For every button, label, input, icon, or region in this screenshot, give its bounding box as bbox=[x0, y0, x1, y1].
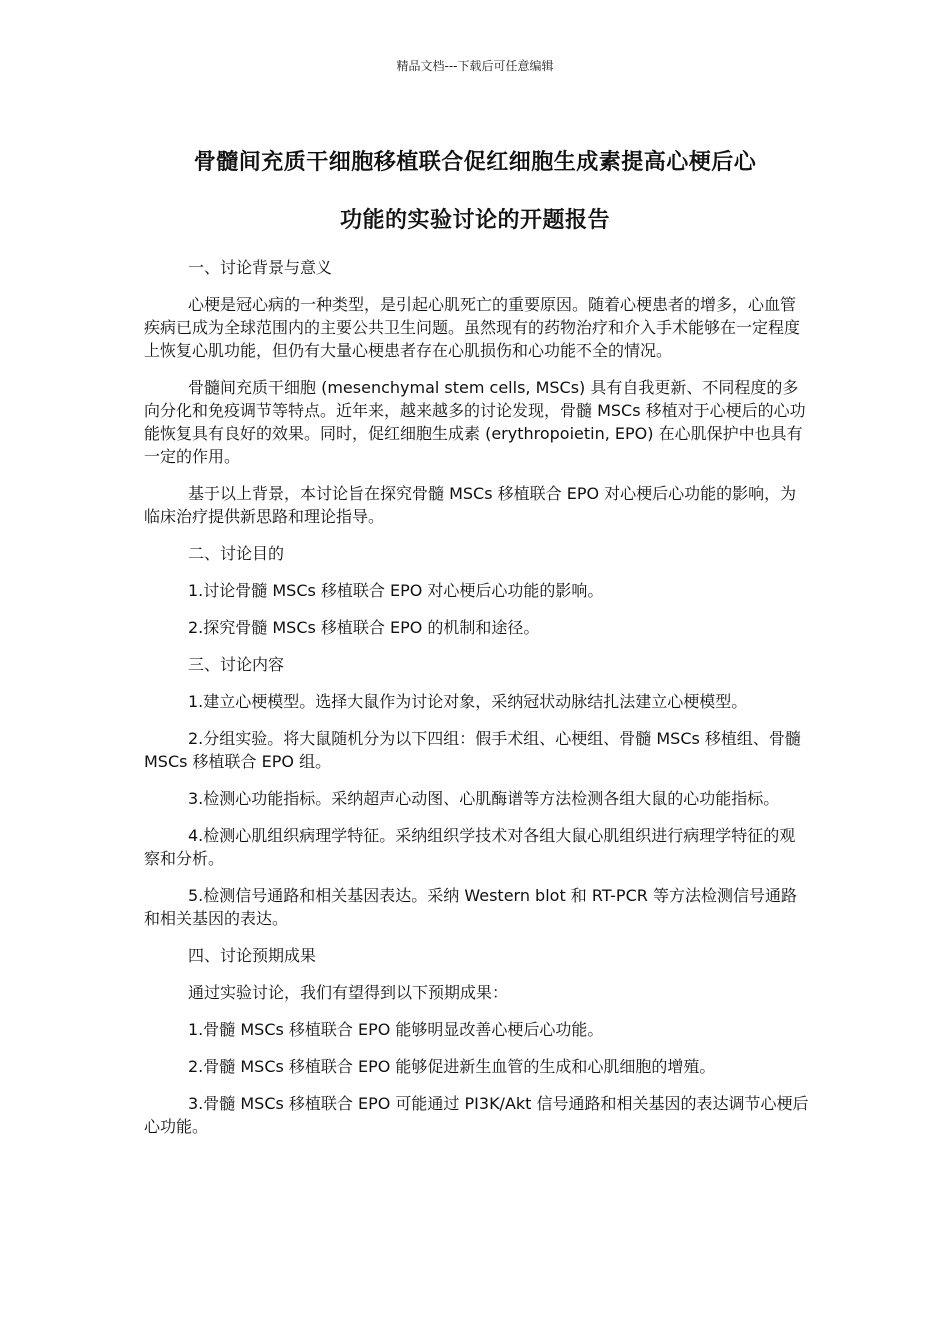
content-item-3: 3.检测心功能指标。采纳超声心动图、心肌酶谱等方法检测各组大鼠的心功能指标。 bbox=[188, 789, 780, 808]
content-item-4: 4.检测心肌组织病理学特征。采纳组织学技术对各组大鼠心肌组织进行病理学特征的观察和分析。 bbox=[144, 826, 796, 868]
paragraph-background-3: 基于以上背景，本讨论旨在探究骨髓 MSCs 移植联合 EPO 对心梗后心功能的影响，为临床治疗提供新思路和理论指导。 bbox=[144, 484, 797, 526]
content-item-5: 5.检测信号通路和相关基因表达。采纳 Western blot 和 RT-PCR 等方法检测信号通路和相关基因的表达。 bbox=[144, 886, 797, 928]
outcome-item-1: 1.骨髓 MSCs 移植联合 EPO 能够明显改善心梗后心功能。 bbox=[188, 1020, 604, 1039]
section-heading-content: 三、讨论内容 bbox=[188, 655, 285, 674]
paragraph-background-2: 骨髓间充质干细胞 (mesenchymal stem cells, MSCs) 具有自我更新、不同程度的多向分化和免疫调节等特点。近年来，越来越多的讨论发现，骨髓 MSCs 移植对于心梗后的心功能恢复具有良好的效果。同时，促红细胞生成素 (erythropoietin, EPO) 在心肌保护中也具有一定的作用。 bbox=[144, 378, 806, 466]
purpose-item-1: 1.讨论骨髓 MSCs 移植联合 EPO 对心梗后心功能的影响。 bbox=[188, 581, 604, 600]
content-item-2: 2.分组实验。将大鼠随机分为以下四组：假手术组、心梗组、骨髓 MSCs 移植组、骨髓 MSCs 移植联合 EPO 组。 bbox=[144, 729, 801, 771]
outcome-item-2: 2.骨髓 MSCs 移植联合 EPO 能够促进新生血管的生成和心肌细胞的增殖。 bbox=[188, 1057, 716, 1076]
section-heading-purpose: 二、讨论目的 bbox=[188, 544, 285, 563]
title-line-1: 骨髓间充质干细胞移植联合促红细胞生成素提高心梗后心 bbox=[193, 150, 757, 175]
outcomes-intro: 通过实验讨论，我们有望得到以下预期成果： bbox=[188, 983, 509, 1002]
purpose-item-2: 2.探究骨髓 MSCs 移植联合 EPO 的机制和途径。 bbox=[188, 618, 540, 637]
section-heading-outcomes: 四、讨论预期成果 bbox=[188, 946, 317, 965]
title-line-2: 功能的实验讨论的开题报告 bbox=[339, 208, 610, 233]
content-item-1: 1.建立心梗模型。选择大鼠作为讨论对象，采纳冠状动脉结扎法建立心梗模型。 bbox=[188, 692, 748, 711]
document-title bbox=[120, 134, 830, 250]
section-heading-background: 一、讨论背景与意义 bbox=[188, 258, 333, 277]
paragraph-background-1: 心梗是冠心病的一种类型，是引起心肌死亡的重要原因。随着心梗患者的增多，心血管疾病已成为全球范围内的主要公共卫生问题。虽然现有的药物治疗和介入手术能够在一定程度上恢复心肌功能，但仍有大量心梗患者存在心肌损伤和心功能不全的情况。 bbox=[144, 295, 801, 360]
document-body bbox=[144, 256, 810, 1152]
page-header: 精品文档---下载后可任意编辑 bbox=[396, 59, 554, 73]
outcome-item-3: 3.骨髓 MSCs 移植联合 EPO 可能通过 PI3K/Akt 信号通路和相关基因的表达调节心梗后心功能。 bbox=[144, 1094, 809, 1136]
